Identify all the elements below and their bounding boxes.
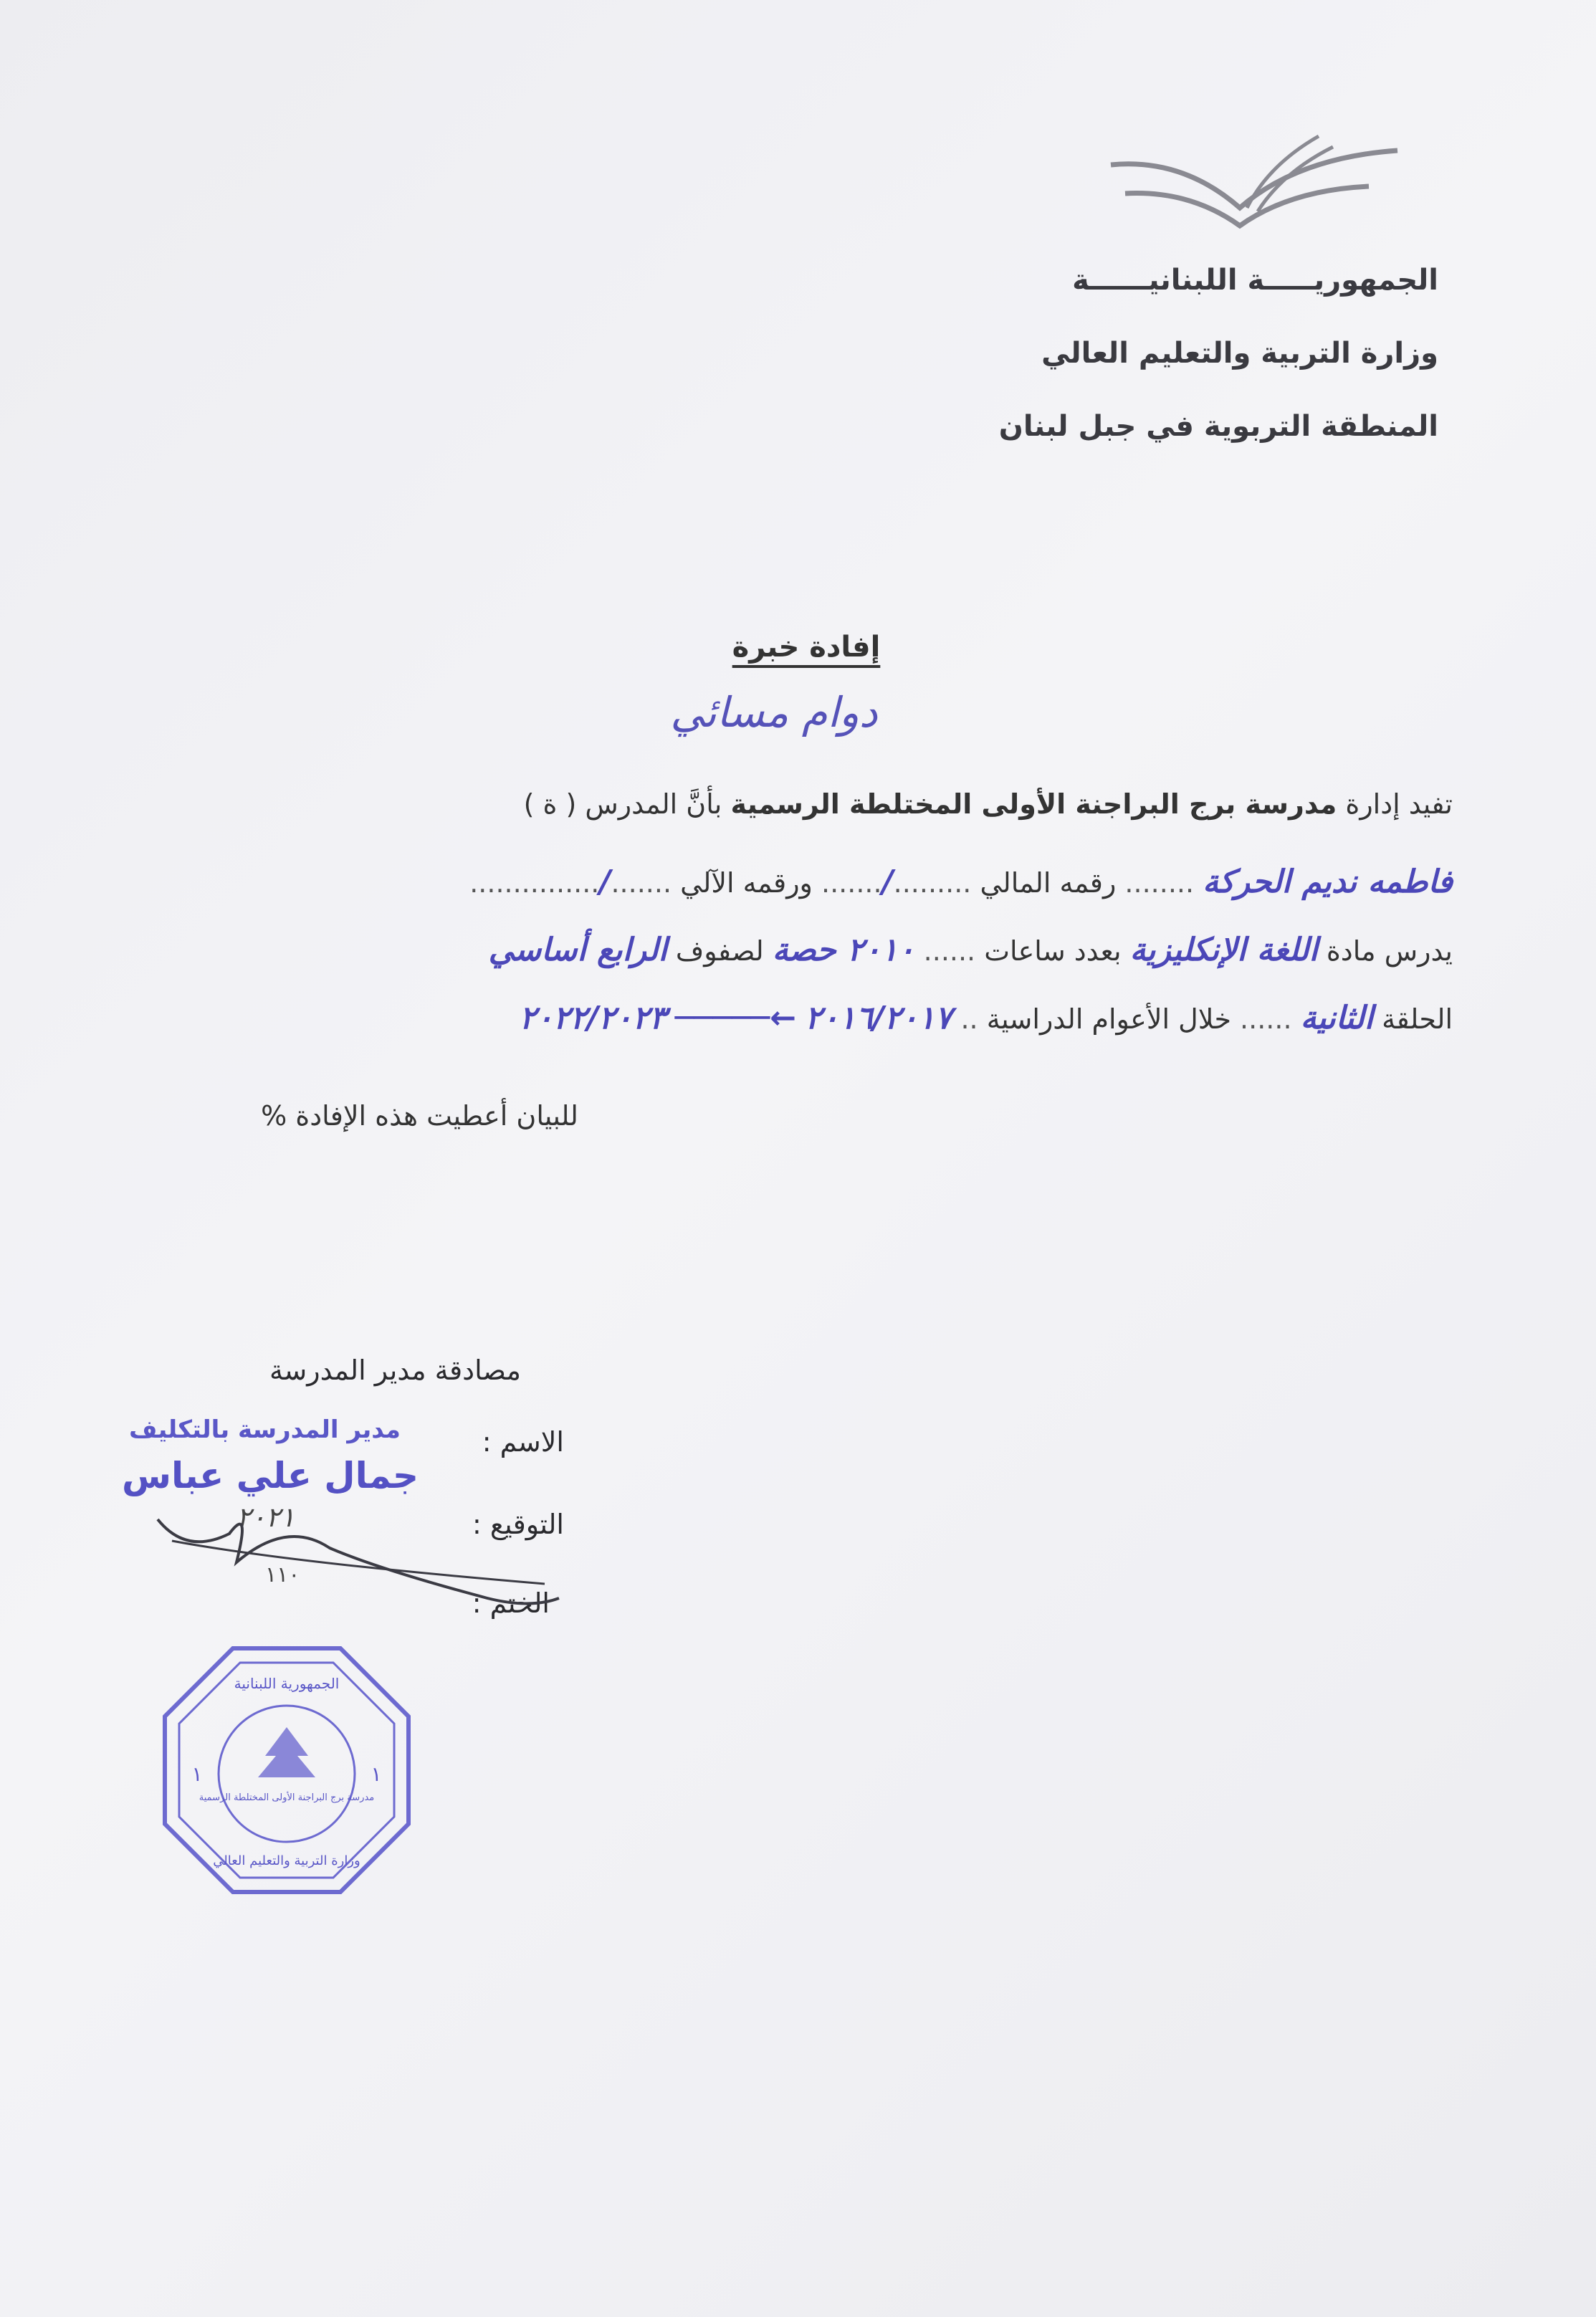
- letterhead-region: المنطقة التربوية في جبل لبنان: [998, 410, 1438, 443]
- ministry-logo-icon: [1104, 122, 1405, 251]
- hours-value: ٢٠١٠ حصة: [772, 932, 915, 968]
- document-title: إفادة خبرة: [732, 631, 881, 664]
- years-label: خلال الأعوام الدراسية: [986, 1003, 1231, 1035]
- line1-prefix: تفيد إدارة: [1345, 788, 1453, 820]
- name-label: الاسم :: [482, 1426, 564, 1458]
- seal-side-mark-left: ١: [191, 1762, 203, 1786]
- school-seal-icon: [158, 1641, 416, 1899]
- line1-suffix: بأنَّ المدرس ( ة ): [523, 788, 722, 820]
- teaches-label: يدرس مادة: [1326, 935, 1453, 967]
- hours-label: بعدد ساعات: [984, 935, 1122, 967]
- body-line-3: يدرس مادة اللغة الإنكليزية بعدد ساعات ...... ٢٠١٠ حصة لصفوف الرابع أساسي: [488, 932, 1453, 968]
- seal-top-text: الجمهورية اللبنانية: [234, 1675, 340, 1692]
- body-line-2: فاطمه نديم الحركة ........ رقمه المالي ........./....... ورقمه الآلي ......./...............: [469, 864, 1453, 900]
- auto-number-label: ورقمه الآلي: [680, 867, 813, 899]
- teacher-name: فاطمه نديم الحركة: [1203, 864, 1453, 900]
- signature-icon: [143, 1491, 573, 1634]
- seal-inner-text: مدرسة برج البراجنة الأولى المختلطة الرسمية: [199, 1792, 375, 1803]
- body-line-4: الحلقة الثانية ...... خلال الأعوام الدراسية .. ٢٠١٦/٢٠١٧ ←───── ٢٠٢٢/٢٠٢٣: [519, 1000, 1453, 1036]
- seal-label: الختم :: [472, 1587, 550, 1619]
- seal-side-mark-right: ١: [371, 1762, 382, 1786]
- subject: اللغة الإنكليزية: [1129, 932, 1318, 968]
- cycle-label: الحلقة: [1382, 1003, 1453, 1035]
- letterhead-republic: الجمهوريـــــة اللبنانيــــــة: [1072, 264, 1438, 297]
- financial-number-label: رقمه المالي: [980, 867, 1117, 899]
- approval-heading: مصادقة مدير المدرسة: [269, 1355, 521, 1386]
- handwritten-subtitle: دوام مسائي: [670, 688, 878, 737]
- years-arrow-icon: ←─────: [674, 1000, 797, 1036]
- body-line-1: [524, 788, 1453, 820]
- years-end: ٢٠٢٢/٢٠٢٣: [519, 1000, 666, 1036]
- stamp-role: مدير المدرسة بالتكليف: [129, 1415, 401, 1444]
- closing-line: للبيان أعطيت هذه الإفادة %: [261, 1100, 578, 1132]
- classes-value: الرابع أساسي: [488, 932, 667, 968]
- classes-label: لصفوف: [675, 935, 764, 967]
- signature-label: التوقيع :: [472, 1509, 564, 1540]
- seal-bottom-text: وزارة التربية والتعليم العالي: [213, 1853, 360, 1868]
- years-start: ٢٠١٦/٢٠١٧: [805, 1000, 952, 1036]
- signature-mark: ١١٠: [265, 1562, 300, 1587]
- cycle-value: الثانية: [1300, 1000, 1374, 1036]
- signature-date: ٢٠٢١: [236, 1501, 295, 1533]
- stamp-name: جمال علي عباس: [122, 1455, 419, 1496]
- letterhead-ministry: وزارة التربية والتعليم العالي: [1041, 337, 1438, 370]
- school-name: مدرسة برج البراجنة الأولى المختلطة الرسمية: [730, 788, 1337, 820]
